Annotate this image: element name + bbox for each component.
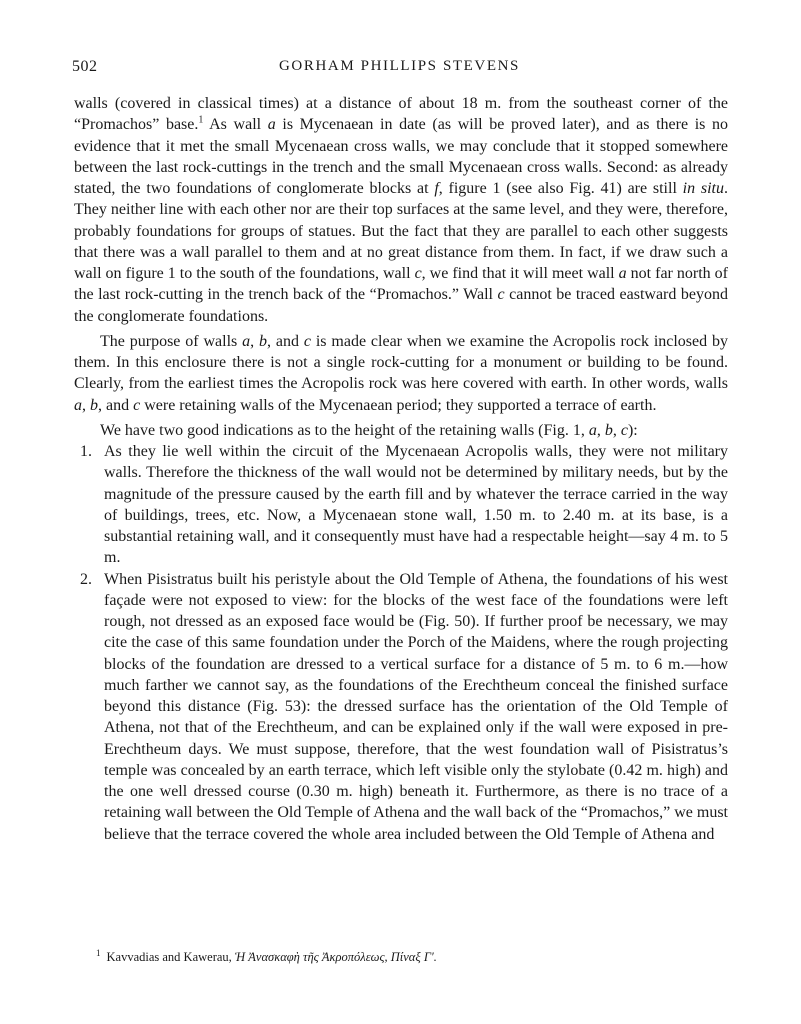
paragraph: We have two good indications as to the height of the retaining walls (Fig. 1, a, b, c):: [100, 421, 638, 439]
list-item: [74, 569, 728, 845]
paragraph: walls (covered in classical times) at a distance of about 18 m. from the southeast corner of the “Promachos” base.$^1$ As wall a is Mycenaean in date (as will be proved later), and as there is no evidence that it met the small Mycenaean cross walls, we may conclude that it stopped somewhere between the last rock-cuttings in the trench and the small Mycenaean cross walls. Second: as already stated, the two foundations of conglomerate blocks at f, figure 1 (see also Fig. 41) are still in situ. They neither line with each other nor are their top surfaces at the same level, and they were, therefore, probably foundations for groups of statues. But the fact that they are parallel to each other suggests that there was a wall parallel to them and at no great distance from them. In fact, if we draw such a wall on figure 1 to the south of the foundations, wall c, we find that it will meet wall a not far north of the last rock-cutting in the trench back of the “Promachos.” Wall c cannot be traced eastward beyond the conglomerate foundations.: [74, 95, 729, 325]
list-item-number: 2.: [80, 570, 92, 588]
list-item-number: 1.: [80, 443, 92, 460]
footnote-mark: 1: [96, 947, 101, 958]
body-text: [74, 93, 728, 845]
footnote-reference: 1: [198, 114, 204, 126]
footnote: [96, 949, 726, 965]
list-item-text: As they lie well within the circuit of the Mycenaean Acropolis walls, they were not military walls. Therefore the thickness of the wall would not be determined by military needs, but by the magnitude of the pressure caused by the earth fill and by whatever the terrace carried in the way of buildings, trees, etc. Now, a Mycenaean stone wall, 1.50 m. to 2.40 m. at its base, is a substantial retaining wall, and it consequently must have had a respectable height—say 4 m. to 5 m.: [104, 443, 728, 567]
list-item-text: When Pisistratus built his peristyle about the Old Temple of Athena, the foundations of his west façade were not exposed to view: for the blocks of the west face of the foundations were left rough, not dressed as an exposed face would be (Fig. 50). If further proof be necessary, we may cite the case of this same foundation under the Porch of the Maidens, where the rough projecting blocks of the foundation are dressed to a vertical surface for a distance of 5 m. to 6 m.—how much farther we cannot say, as the foundations of the Erechtheum conceal the finished surface beyond this distance (Fig. 53): the dressed surface has the orientation of the Old Temple of Athena, not that of the Erechtheum, and can be explained only if the wall were exposed in pre-Erechtheum days. We must suppose, therefore, that the west foundation wall of Pisistratus’s temple was concealed by an earth terrace, which left visible only the stylobate (0.42 m. high) and the one well dressed course (0.30 m. high) beneath it. Furthermore, as there is no trace of a retaining wall between the Old Temple of Athena and the wall back of the “Promachos,” we must believe that the terrace covered the whole area included between the Old Temple of Athena and: [104, 570, 728, 843]
page-header: [72, 58, 727, 80]
running-head: GORHAM PHILLIPS STEVENS: [279, 58, 520, 74]
list-item: [74, 441, 728, 569]
paragraph: The purpose of walls a, b, and c is made clear when we examine the Acropolis rock inclosed by them. In this enclosure there is not a single rock-cutting for a monument or building to be found. Clearly, from the earliest times the Acropolis rock was here covered with earth. In other words, walls a, b, and c were retaining walls of the Mycenaean period; they supported a terrace of earth.: [74, 332, 729, 414]
page-number: 502: [72, 58, 98, 75]
footnote-title: Ἡ Ἀνασκαφὴ τῆς Ἀκροπόλεως, Πίναξ Γ′.: [234, 950, 437, 964]
footnote-authors: Kavvadias and Kawerau,: [106, 950, 235, 964]
